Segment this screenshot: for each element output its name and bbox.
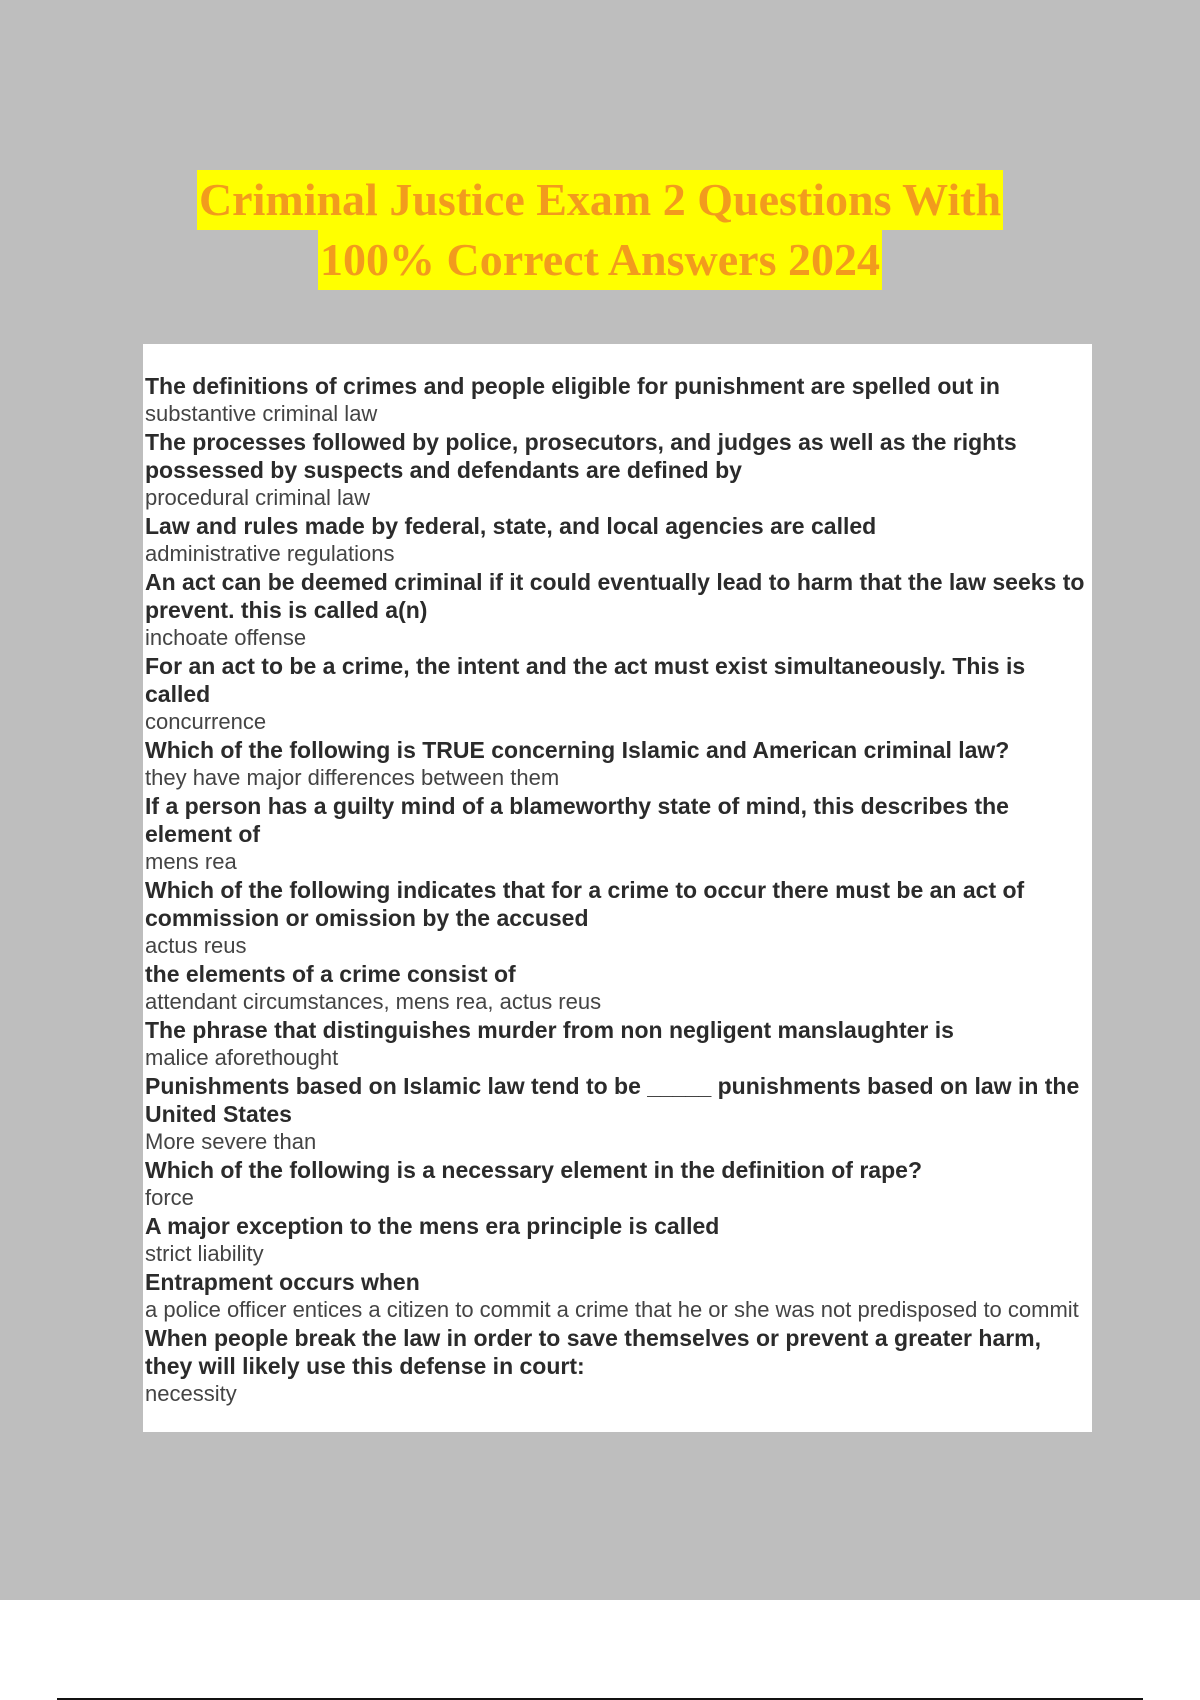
- question-text: Which of the following is TRUE concerning Islamic and American criminal law?: [145, 737, 1010, 763]
- answer-text: mens rea: [145, 849, 237, 874]
- answer-text: procedural criminal law: [145, 485, 370, 510]
- qa-item-6: [145, 736, 1090, 792]
- answer-text: attendant circumstances, mens rea, actus reus: [145, 989, 602, 1014]
- qa-item-2: [145, 428, 1090, 512]
- answer-text: substantive criminal law: [145, 401, 378, 426]
- answer-text: actus reus: [145, 933, 247, 958]
- question-text: An act can be deemed criminal if it could eventually lead to harm that the law seeks to prevent. this is called a(n): [145, 569, 1085, 623]
- answer-text: inchoate offense: [145, 625, 307, 650]
- qa-item-11: [145, 1072, 1090, 1156]
- qa-item-1: [145, 372, 1090, 428]
- question-text: The definitions of crimes and people eligible for punishment are spelled out in: [145, 373, 1000, 399]
- title-line-1: Criminal Justice Exam 2 Questions With: [197, 170, 1003, 230]
- question-text: Law and rules made by federal, state, and local agencies are called: [145, 513, 877, 539]
- qa-item-5: [145, 652, 1090, 736]
- qa-card: [143, 344, 1092, 1432]
- qa-item-12: [145, 1156, 1090, 1212]
- qa-item-7: [145, 792, 1090, 876]
- question-text: A major exception to the mens era principle is called: [145, 1213, 720, 1239]
- qa-item-3: [145, 512, 1090, 568]
- answer-text: concurrence: [145, 709, 267, 734]
- question-text: Which of the following indicates that for a crime to occur there must be an act of commission or omission by the accused: [145, 877, 1025, 931]
- question-text: Which of the following is a necessary element in the definition of rape?: [145, 1157, 922, 1183]
- qa-item-10: [145, 1016, 1090, 1072]
- question-text: Punishments based on Islamic law tend to be _____ punishments based on law in the United States: [145, 1073, 1080, 1127]
- qa-item-14: [145, 1268, 1090, 1324]
- question-text: If a person has a guilty mind of a blameworthy state of mind, this describes the element of: [145, 793, 1009, 847]
- answer-text: force: [145, 1185, 194, 1210]
- question-text: The phrase that distinguishes murder from non negligent manslaughter is: [145, 1017, 954, 1043]
- answer-text: strict liability: [145, 1241, 264, 1266]
- question-text: The processes followed by police, prosecutors, and judges as well as the rights possessed by suspects and defendants are defined by: [145, 429, 1017, 483]
- question-text: For an act to be a crime, the intent and the act must exist simultaneously. This is called: [145, 653, 1026, 707]
- question-text: Entrapment occurs when: [145, 1269, 420, 1295]
- qa-item-8: [145, 876, 1090, 960]
- question-text: When people break the law in order to save themselves or prevent a greater harm, they will likely use this defense in court:: [145, 1325, 1042, 1379]
- qa-item-4: [145, 568, 1090, 652]
- answer-text: they have major differences between them: [145, 765, 560, 790]
- title-line-2: 100% Correct Answers 2024: [318, 230, 882, 290]
- qa-item-9: [145, 960, 1090, 1016]
- document-title: [0, 170, 1200, 290]
- answer-text: administrative regulations: [145, 541, 395, 566]
- answer-text: a police officer entices a citizen to commit a crime that he or she was not predisposed to commit: [145, 1297, 1079, 1322]
- answer-text: malice aforethought: [145, 1045, 339, 1070]
- qa-item-13: [145, 1212, 1090, 1268]
- question-text: the elements of a crime consist of: [145, 961, 516, 987]
- answer-text: More severe than: [145, 1129, 317, 1154]
- qa-item-15: [145, 1324, 1090, 1408]
- answer-text: necessity: [145, 1381, 237, 1406]
